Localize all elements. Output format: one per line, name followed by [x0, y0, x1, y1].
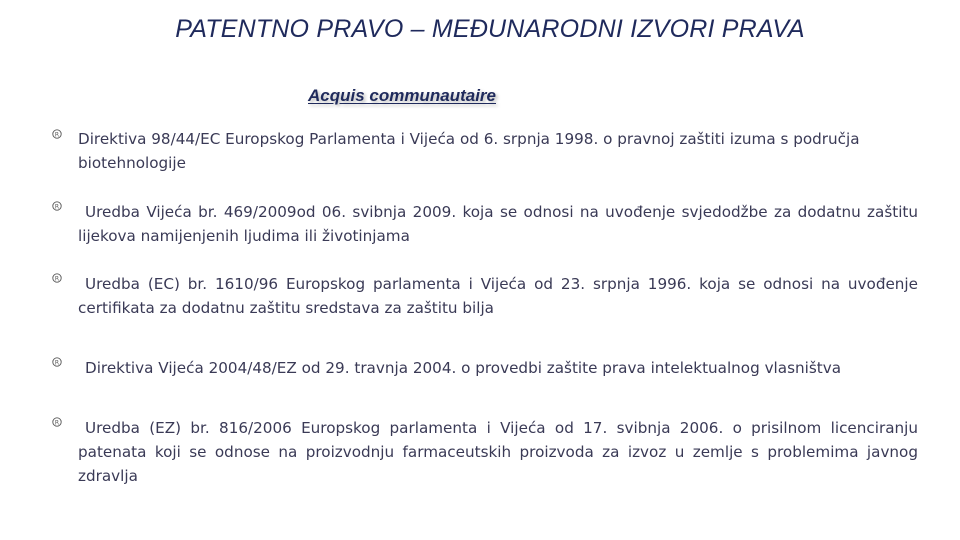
- list-item-text: Uredba Vijeća br. 469/2009od 06. svibnja 2009. koja se odnosi na uvođenje svjedodžbe za dodatnu zaštitu lijekova namijenjenih ljudima ili životinjama: [78, 203, 918, 245]
- registered-mark-bullet-icon: [52, 201, 62, 211]
- svg-text:R: R: [54, 203, 60, 211]
- list-item-text: Uredba (EC) br. 1610/96 Europskog parlamenta i Vijeća od 23. srpnja 1996. koja se odnosi na uvođenje certifikata za dodatnu zaštitu sredstava za zaštitu bilja: [78, 275, 918, 317]
- registered-mark-bullet-icon: [52, 273, 62, 283]
- list-item-text: Direktiva 98/44/EC Europskog Parlamenta i Vijeća od 6. srpnja 1998. o pravnoj zaštiti izuma s područja biotehnologije: [78, 130, 860, 172]
- svg-text:R: R: [54, 131, 60, 139]
- svg-text:R: R: [54, 359, 60, 367]
- slide-subtitle: Acquis communautaire: [308, 86, 496, 105]
- registered-mark-bullet-icon: [52, 357, 62, 367]
- list-item-text: Uredba (EZ) br. 816/2006 Europskog parlamenta i Vijeća od 17. svibnja 2006. o prisilnom licenciranju patenata koji se odnose na proizvodnju farmaceutskih proizvoda za izvoz u zemlje s problemima javnog zdravlja: [78, 419, 918, 485]
- registered-mark-bullet-icon: [52, 129, 62, 139]
- svg-text:R: R: [54, 419, 60, 427]
- list-item-text: Direktiva Vijeća 2004/48/EZ od 29. travnja 2004. o provedbi zaštite prava intelektualnog vlasništva: [85, 359, 841, 377]
- slide-title: PATENTNO PRAVO – MEĐUNARODNI IZVORI PRAVA: [175, 15, 805, 43]
- registered-mark-bullet-icon: [52, 417, 62, 427]
- svg-text:R: R: [54, 275, 60, 283]
